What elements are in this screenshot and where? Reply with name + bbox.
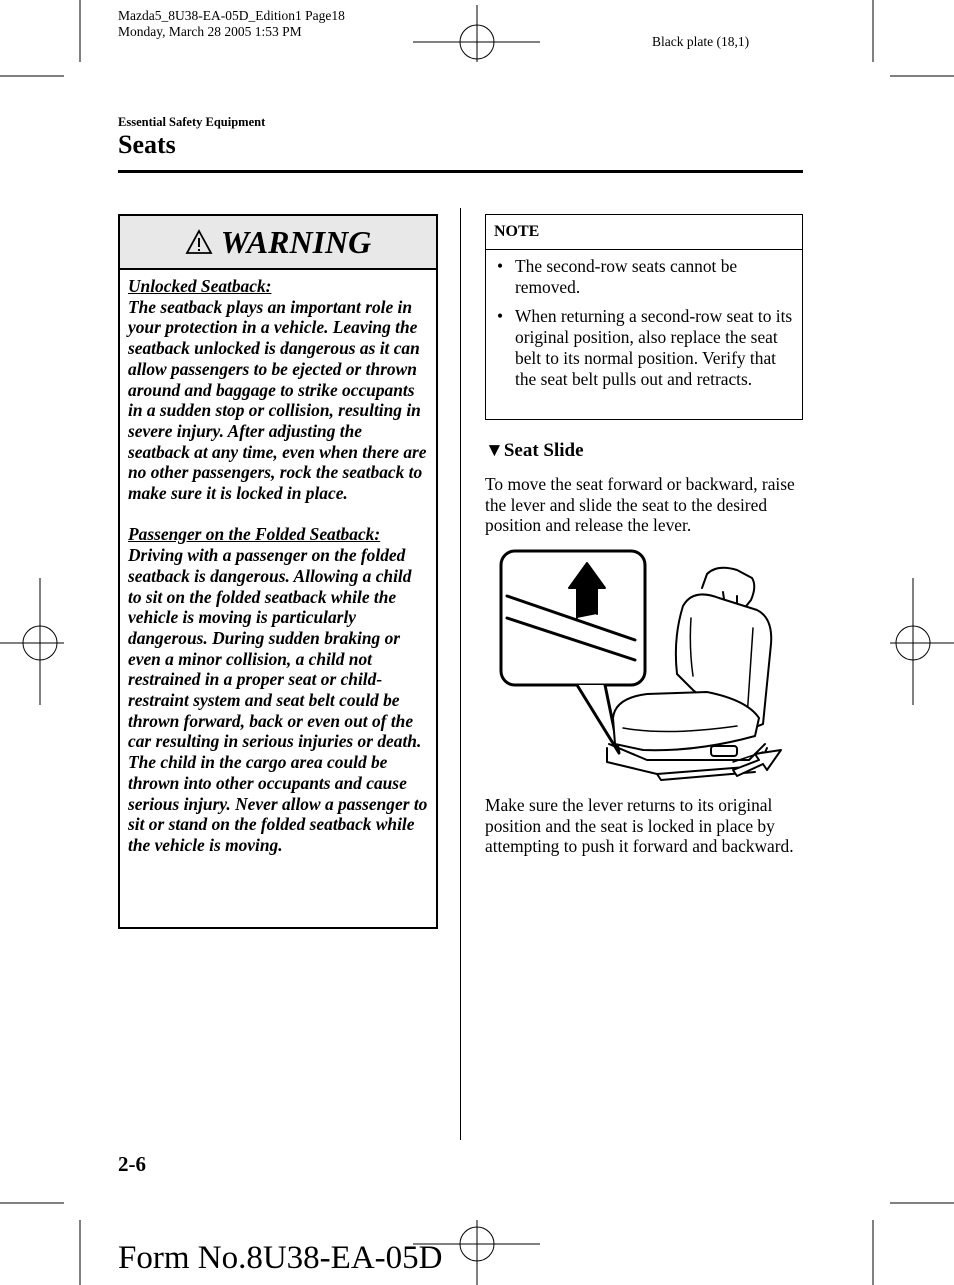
page-number: 2-6 — [118, 1152, 146, 1176]
note-item: • The second-row seats cannot be removed. — [515, 256, 794, 297]
note-list — [486, 250, 802, 389]
note-title: NOTE — [486, 215, 802, 250]
column-divider — [460, 208, 461, 1140]
warning-triangle-icon — [185, 229, 213, 255]
title-rule — [118, 170, 803, 173]
warning-body — [120, 270, 436, 856]
warning-subheading-folded: Passenger on the Folded Seatback: — [128, 524, 381, 545]
warning-header — [120, 216, 436, 270]
print-header-date: Monday, March 28 2005 1:53 PM — [118, 24, 302, 39]
seat-lock-check: Make sure the lever returns to its original position and the seat is locked in place by attempting to push it forward and backward. — [485, 795, 794, 857]
seat-slide-heading — [485, 440, 584, 462]
triangle-down-icon: ▼ — [485, 440, 504, 461]
form-number: Form No.8U38-EA-05D — [118, 1240, 443, 1276]
warning-title: WARNING — [220, 223, 372, 260]
warning-box — [118, 214, 438, 929]
seat-slide-instructions: To move the seat forward or backward, raise the lever and slide the seat to the desired position and release the lever. — [485, 474, 795, 536]
section-label: Essential Safety Equipment — [118, 115, 266, 129]
page-title: Seats — [118, 130, 176, 159]
print-header — [118, 8, 345, 40]
seat-slide-heading-text: Seat Slide — [503, 440, 584, 461]
note-box — [485, 214, 803, 420]
seat-slide-illustration — [497, 548, 789, 786]
warning-subheading-unlocked: Unlocked Seatback: — [128, 276, 272, 296]
plate-label: Black plate (18,1) — [652, 34, 750, 49]
note-item: • When returning a second-row seat to its original position, also replace the seat belt to its normal position. Verify that the seat belt pulls out and retracts. — [515, 306, 794, 389]
warning-text-unlocked: The seatback plays an important role in your protection in a vehicle. Leaving the seatback unlocked is dangerous as it can allow passengers to be ejected or thrown around and baggage to strike occupants in a sudden stop or collision, resulting in severe injury. After adjusting the seatback at any time, even when there are no other passengers, rock the seatback to make sure it is locked in place. — [128, 296, 427, 504]
warning-text-folded: Driving with a passenger on the folded seatback is dangerous. Allowing a child to sit on the folded seatback while the vehicle is moving is particularly dangerous. During sudden braking or even a minor collision, a child not restrained in a proper seat or child-restraint system and seat belt could be thrown forward, back or even out of the car resulting in serious injuries or death. The child in the cargo area could be thrown into other occupants and cause serious injury. Never allow a passenger to sit or stand on the folded seatback while the vehicle is moving. — [128, 545, 428, 855]
print-header-file: Mazda5_8U38-EA-05D_Edition1 Page18 — [118, 8, 345, 23]
